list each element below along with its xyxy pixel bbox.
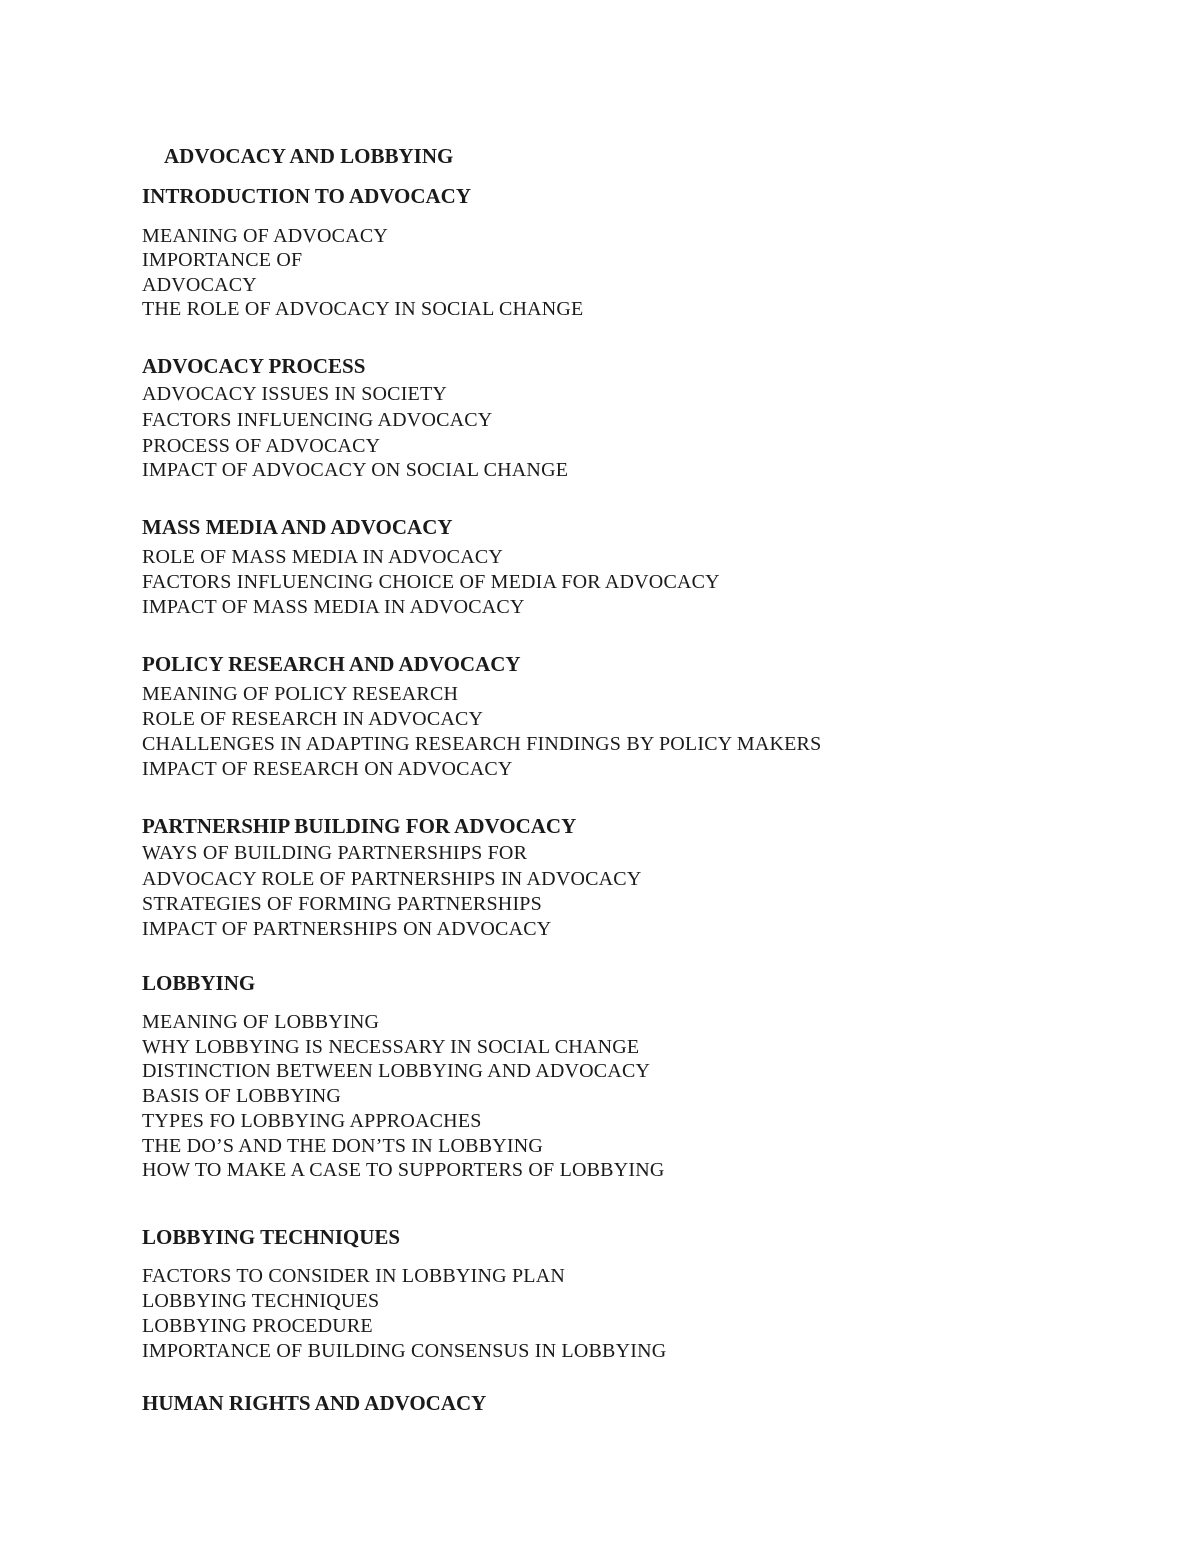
section-item: MEANING OF POLICY RESEARCH	[142, 683, 459, 705]
section-item: IMPACT OF ADVOCACY ON SOCIAL CHANGE	[142, 459, 569, 481]
section-heading: ADVOCACY PROCESS	[142, 354, 366, 378]
section-item: TYPES FO LOBBYING APPROACHES	[142, 1110, 482, 1132]
section-item: THE DO’S AND THE DON’TS IN LOBBYING	[142, 1135, 544, 1157]
section-item: WAYS OF BUILDING PARTNERSHIPS FOR	[142, 842, 528, 864]
section-item: FACTORS INFLUENCING ADVOCACY	[142, 409, 493, 431]
section-item: MEANING OF ADVOCACY	[142, 225, 389, 247]
section-item: ROLE OF RESEARCH IN ADVOCACY	[142, 708, 484, 730]
section-item: FACTORS TO CONSIDER IN LOBBYING PLAN	[142, 1265, 565, 1287]
section-item: PROCESS OF ADVOCACY	[142, 435, 381, 457]
section-heading: HUMAN RIGHTS AND ADVOCACY	[142, 1391, 487, 1415]
section-item: LOBBYING PROCEDURE	[142, 1315, 373, 1337]
section-heading: LOBBYING	[142, 971, 256, 995]
section-item: STRATEGIES OF FORMING PARTNERSHIPS	[142, 893, 542, 915]
section-item: HOW TO MAKE A CASE TO SUPPORTERS OF LOBBYING	[142, 1159, 665, 1181]
section-item: CHALLENGES IN ADAPTING RESEARCH FINDINGS BY POLICY MAKERS	[142, 733, 822, 755]
section-item: THE ROLE OF ADVOCACY IN SOCIAL CHANGE	[142, 298, 584, 320]
section-item: ADVOCACY ROLE OF PARTNERSHIPS IN ADVOCACY	[142, 868, 642, 890]
section-item: ADVOCACY ISSUES IN SOCIETY	[142, 383, 448, 405]
section-heading: INTRODUCTION TO ADVOCACY	[142, 184, 472, 208]
section-item: IMPACT OF PARTNERSHIPS ON ADVOCACY	[142, 918, 552, 940]
section-heading: MASS MEDIA AND ADVOCACY	[142, 515, 453, 539]
section-item: WHY LOBBYING IS NECESSARY IN SOCIAL CHANGE	[142, 1036, 640, 1058]
section-item: IMPORTANCE OF BUILDING CONSENSUS IN LOBBYING	[142, 1340, 667, 1362]
section-item: LOBBYING TECHNIQUES	[142, 1290, 380, 1312]
section-heading: LOBBYING TECHNIQUES	[142, 1225, 401, 1249]
section-item: IMPACT OF MASS MEDIA IN ADVOCACY	[142, 596, 525, 618]
document-title: ADVOCACY AND LOBBYING	[164, 144, 454, 168]
section-heading: PARTNERSHIP BUILDING FOR ADVOCACY	[142, 814, 577, 838]
section-item: BASIS OF LOBBYING	[142, 1085, 341, 1107]
section-item: ROLE OF MASS MEDIA IN ADVOCACY	[142, 546, 504, 568]
section-item: IMPORTANCE OF	[142, 249, 303, 271]
section-item: ADVOCACY	[142, 274, 257, 296]
section-item: MEANING OF LOBBYING	[142, 1011, 380, 1033]
section-item: DISTINCTION BETWEEN LOBBYING AND ADVOCACY	[142, 1060, 651, 1082]
section-heading: POLICY RESEARCH AND ADVOCACY	[142, 652, 521, 676]
section-item: IMPACT OF RESEARCH ON ADVOCACY	[142, 758, 513, 780]
section-item: FACTORS INFLUENCING CHOICE OF MEDIA FOR ADVOCACY	[142, 571, 720, 593]
